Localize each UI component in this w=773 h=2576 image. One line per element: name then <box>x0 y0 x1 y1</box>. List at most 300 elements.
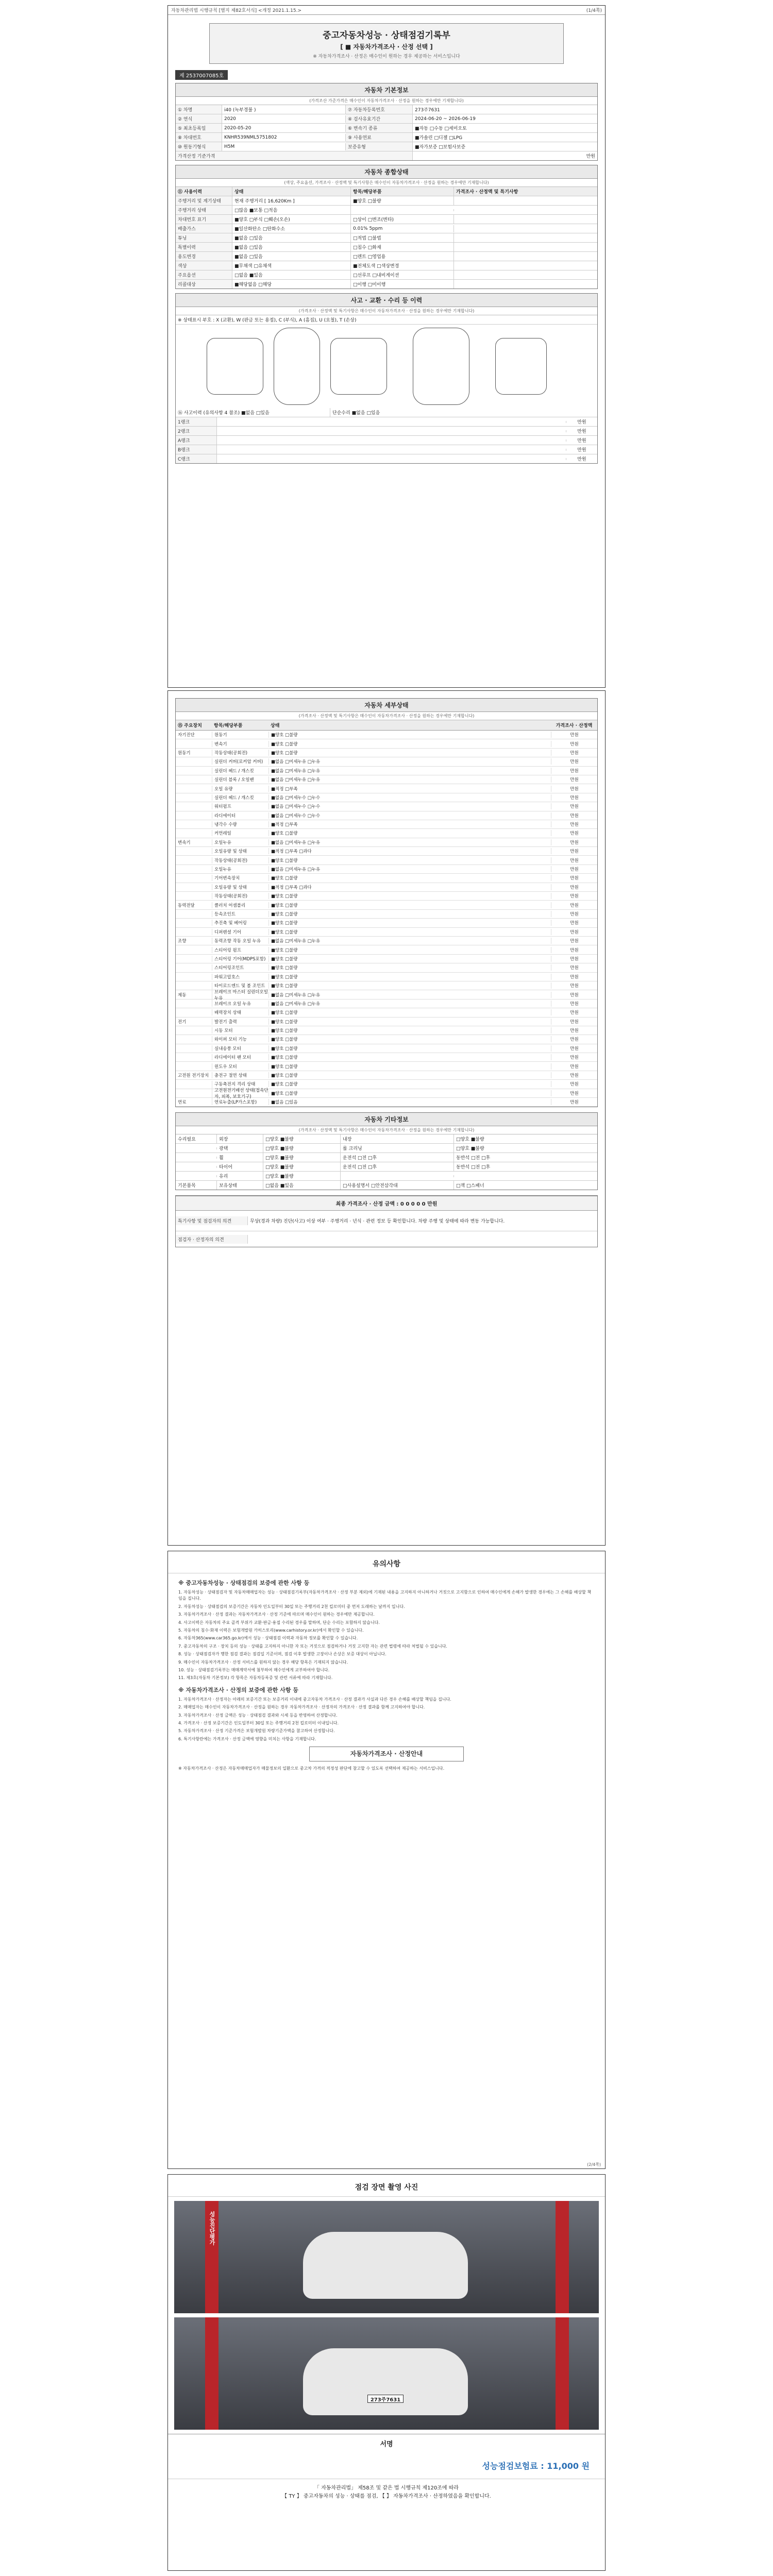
detail-price: 만원 <box>551 866 597 872</box>
page-header <box>168 6 605 15</box>
inspection-photo-front <box>174 2201 599 2313</box>
summary-row <box>176 270 597 280</box>
final-section <box>175 1195 598 1247</box>
other-cell <box>176 1147 217 1149</box>
detail-price: 만원 <box>551 848 597 854</box>
detail-part: 스티어링조인트 <box>212 964 268 971</box>
summary-price <box>454 218 597 221</box>
document-subtitle: [ ■ 자동차가격조사 · 산정 선택 ] <box>340 43 433 50</box>
detail-price: 만원 <box>551 1027 597 1033</box>
detail-row <box>176 767 597 775</box>
detail-row <box>176 1053 597 1062</box>
detail-row <box>176 820 597 829</box>
detail-part: 변속기 <box>212 741 268 747</box>
detail-price: 만원 <box>551 893 597 899</box>
detail-state: ■적정 □부족 <box>268 821 551 827</box>
detail-price: 만원 <box>551 964 597 971</box>
notice-item: 2. 매매업자는 매수인이 자동차가격조사 · 산정을 원하는 경우 자동차가격조사 · 산정자의 가격조사 · 산정 결과를 함께 고지하여야 합니다. <box>178 1705 425 1710</box>
other-cell: □없음 ■있음 <box>263 1181 341 1190</box>
summary-price <box>454 237 597 239</box>
summary-detail: □렌트 □영업용 <box>351 252 454 261</box>
other-cell: □사용설명서 □안전삼각대 <box>341 1181 454 1190</box>
closing-statement: 「 자동차관리법」 제58조 및 같은 법 시행규칙 제120조에 따라 【 TY 】 중고자동차의 성능 · 상태를 점검, 【 】 자동차가격조사 · 산정하였음을 확인합니다. <box>282 2485 491 2499</box>
detail-state: ■없음 □미세누유 □누유 <box>268 938 551 944</box>
notice-title: 유의사항 <box>168 1551 605 1573</box>
detail-state: ■양호 □불량 <box>268 1063 551 1070</box>
detail-part: 발전기 출력 <box>212 1019 268 1025</box>
notice-item: 4. 가격조사 · 산정 보증기간은 인도일부터 30일 또는 주행거리 2천 킬로미터 이내입니다. <box>178 1720 339 1725</box>
summary-state: ■없음 □있음 <box>232 252 351 261</box>
detail-part: 클러치 어셈블리 <box>212 902 268 908</box>
car-side-view-right <box>330 338 387 395</box>
summary-price <box>454 256 597 258</box>
detail-device: 고전원 전기장치 <box>178 1073 209 1079</box>
detail-state: ■양호 □불량 <box>268 1009 551 1015</box>
grade-row: 2랭크 만원 <box>176 427 597 436</box>
detail-state: ■없음 □미세누유 □누유 <box>268 992 551 998</box>
detail-price: 만원 <box>551 974 597 980</box>
detail-row <box>176 1062 597 1071</box>
detail-state: ■양호 □불량 <box>268 929 551 935</box>
detail-state: ■적정 □부족 <box>268 786 551 792</box>
summary-row <box>176 224 597 233</box>
notice-item: 11. 제3호(자동차 기본정보) 각 항목은 자동차등록증 및 관련 서류에 따라 기재합니다. <box>178 1675 333 1681</box>
detail-price: 만원 <box>551 786 597 792</box>
summary-item: 주행거리 상태 <box>176 206 232 214</box>
detail-part: 디퍼렌셜 기어 <box>212 929 268 935</box>
photo-title: 점검 장면 촬영 사진 <box>168 2175 605 2197</box>
summary-state: □많음 ■보통 □적음 <box>232 206 351 214</box>
detail-price: 만원 <box>551 875 597 881</box>
summary-row <box>176 252 597 261</box>
detail-row <box>176 731 597 739</box>
detail-price: 만원 <box>551 857 597 863</box>
other-cell: 동반석 □전 □후 <box>456 1156 491 1161</box>
notice-item: 1. 자동차성능 · 상태점검자 및 자동차매매업자는 성능 · 상태점검기록부(자동차가격조사 · 산정 부분 제외)에 기재된 내용을 고지하지 아니하거나 거짓으로 고지함으로 인하여 매수인에게 손해가 발생한 경우에는 그 손해를 배상할 책임을 집니다. <box>178 1590 592 1601</box>
detail-price: 만원 <box>551 794 597 801</box>
detail-price: 만원 <box>551 1054 597 1060</box>
detail-section <box>175 698 598 1107</box>
detail-price: 만원 <box>551 982 597 989</box>
grade-row: B랭크 만원 <box>176 445 597 454</box>
other-rows <box>176 1134 597 1190</box>
detail-device: 전기 <box>178 1019 187 1025</box>
other-cell: 내장 <box>341 1134 454 1143</box>
lift-post-right <box>556 2201 569 2313</box>
detail-price: 만원 <box>551 929 597 935</box>
detail-price: 만원 <box>551 1001 597 1007</box>
detail-state: ■양호 □불량 <box>268 857 551 863</box>
notice-item: 3. 자동차가격조사 · 산정 결과는 자동차가격조사 · 산정 기준에 따르며 매수인이 원하는 경우에만 제공합니다. <box>178 1612 375 1617</box>
other-cell: 유리 <box>217 1172 263 1180</box>
summary-title: 자동차 종합상태 <box>176 165 597 179</box>
basic-info-section <box>175 83 598 161</box>
notice-item: 3. 자동차가격조사 · 산정 금액은 성능 · 상태점검 결과와 시세 등을 반영하여 산정합니다. <box>178 1713 338 1718</box>
detail-row <box>176 1026 597 1035</box>
other-cell: □양호 ■불량 <box>263 1153 341 1162</box>
final-amount: 0 0 0 0 0 만원 <box>400 1201 438 1208</box>
detail-price: 만원 <box>551 992 597 998</box>
detail-row <box>176 919 597 927</box>
detail-price: 만원 <box>551 1099 597 1105</box>
summary-rows <box>176 196 597 289</box>
detail-device: 원동기 <box>178 750 191 756</box>
accident-title: 사고 · 교환 · 수리 등 이력 <box>176 294 597 307</box>
detail-state: ■양호 □불량 <box>268 1081 551 1087</box>
detail-state: ■없음 □미세누수 □누수 <box>268 812 551 819</box>
notice-item: 2. 자동차성능 · 상태점검의 보증기간은 자동차 인도일부터 30일 또는 주행거리 2천 킬로미터 중 먼저 도래하는 날까지 입니다. <box>178 1604 405 1609</box>
detail-part: 실린더 헤드 / 개스킷 <box>212 794 268 801</box>
summary-item: 용도변경 <box>176 252 232 261</box>
notice-item: 10. 성능 · 상태점검기록부는 매매계약서에 첨부하여 매수인에게 교부하여야 합니다. <box>178 1667 330 1672</box>
detail-price: 만원 <box>551 776 597 783</box>
basic-row: ⑧ 차대번호 KNHR539NML5751802 ⑨ 사용연료 ■가솔린 □디젤 □LPG <box>176 133 597 142</box>
other-cell: □양호 ■불량 <box>263 1134 341 1143</box>
detail-device: 동력전달 <box>178 903 195 908</box>
detail-part: 라디에이터 팬 모터 <box>212 1054 268 1060</box>
detail-part: 오일누유 <box>212 866 268 872</box>
detail-part: 커먼레일 <box>212 830 268 836</box>
detail-state: ■양호 □불량 <box>268 1072 551 1078</box>
other-cell: 광택 <box>217 1144 263 1153</box>
opinion-row: 특기사항 및 점검자의 의견 무상(경과 차량) 진단(사고) 이상 여부 · 주행거리 · 년식 · 관련 정보 등 확인합니다. 차량 주행 및 상태에 따라 변동 가능합니다. <box>176 1211 597 1231</box>
summary-row <box>176 215 597 224</box>
other-cell: □잭 □스패너 <box>456 1183 484 1189</box>
detail-row <box>176 847 597 856</box>
detail-state: ■없음 □미세누유 □누유 <box>268 776 551 783</box>
detail-sub: (가격조사 · 산정액 및 특기사항은 매수인이 자동차가격조사 · 산정을 원하는 경우에만 기재합니다) <box>176 712 597 720</box>
summary-state: ■무채색 □유채색 <box>232 261 351 270</box>
detail-row <box>176 937 597 945</box>
detail-price: 만원 <box>551 920 597 926</box>
accident-legend: ※ 상태표시 부호 : X (교환), W (판금 또는 용접), C (부식), A (흠집), U (요철), T (손상) <box>176 315 597 325</box>
summary-item: 배출가스 <box>176 224 232 233</box>
detail-state: ■없음 □미세누수 □누수 <box>268 794 551 801</box>
grade-row: 1랭크 만원 <box>176 417 597 427</box>
detail-price: 만원 <box>551 768 597 774</box>
detail-title: 자동차 세부상태 <box>176 699 597 712</box>
detail-state: ■양호 □불량 <box>268 974 551 980</box>
other-cell <box>454 1175 597 1177</box>
other-title: 자동차 기타정보 <box>176 1113 597 1126</box>
other-section <box>175 1112 598 1190</box>
other-cell <box>176 1166 217 1168</box>
summary-row <box>176 243 597 252</box>
other-cell: 보유상태 <box>217 1181 263 1190</box>
detail-row <box>176 928 597 937</box>
notice-list-1 <box>178 1589 595 1682</box>
detail-part: 등속조인트 <box>212 911 268 917</box>
other-row <box>176 1144 597 1153</box>
page-number: (1/4쪽) <box>586 8 602 13</box>
detail-price: 만원 <box>551 911 597 917</box>
detail-row <box>176 784 597 793</box>
summary-state: □없음 ■있음 <box>232 270 351 279</box>
car-frame-view <box>413 328 469 405</box>
detail-part: 작동상태(공회전) <box>212 750 268 756</box>
detail-price: 만원 <box>551 1063 597 1070</box>
basic-row: ① 차명 i40 (녹부경불 ) ⑦ 자동차등록번호 273주7631 <box>176 105 597 114</box>
detail-state: ■양호 □불량 <box>268 1027 551 1033</box>
price-row: 가격산정 기준가격 만원 <box>176 151 597 160</box>
appraisal-guide-text: ※ 자동차가격조사 · 산정은 자동차매매업자가 매물정보의 일환으로 중고차 가격의 적정성 판단에 참고할 수 있도록 선택하여 제공하는 서비스입니다. <box>178 1766 445 1771</box>
detail-part: 실내송풍 모터 <box>212 1045 268 1052</box>
other-cell: □양호 ■불량 <box>263 1144 341 1153</box>
summary-detail <box>351 209 454 211</box>
other-row <box>176 1153 597 1162</box>
summary-price <box>454 265 597 267</box>
detail-row <box>176 892 597 901</box>
other-cell: 타이어 <box>217 1162 263 1171</box>
notice-body <box>178 1579 595 1772</box>
summary-price <box>454 246 597 248</box>
license-plate: 273주7631 <box>367 2395 404 2403</box>
grade-row: C랭크 만원 <box>176 454 597 463</box>
lift-post-left: 성능진단평가 <box>205 2201 219 2313</box>
detail-row <box>176 739 597 748</box>
detail-part: 오일 유량 <box>212 786 268 792</box>
detail-part: 작동상태(공회전) <box>212 893 268 899</box>
detail-device: 조향 <box>178 939 187 944</box>
page-1 <box>167 5 606 688</box>
detail-row <box>176 838 597 847</box>
detail-state: ■양호 □불량 <box>268 875 551 881</box>
detail-part: 브레이크 오일 누유 <box>212 1001 268 1007</box>
notice-item: 7. 중고자동차의 구조 · 장치 등의 성능 · 상태를 고지하지 아니한 자 또는 거짓으로 점검하거나 거짓 고지한 자는 관련 법령에 따라 처벌될 수 있습니다. <box>178 1643 447 1649</box>
summary-section <box>175 165 598 289</box>
other-row <box>176 1134 597 1144</box>
summary-sub: (색상, 주요옵션, 가격조사 · 산정액 및 특기사항은 매수인이 자동차가격조사 · 산정을 원하는 경우에만 기재합니다) <box>176 179 597 187</box>
other-row <box>176 1162 597 1172</box>
detail-row <box>176 749 597 757</box>
detail-state: ■양호 □불량 <box>268 902 551 908</box>
notice-item: 5. 자동차가격조사 · 산정 기준가격은 보험개발원 차량기준가액을 참고하여 산정합니다. <box>178 1728 335 1734</box>
detail-price: 만원 <box>551 956 597 962</box>
detail-part: 스티어링 기어(MDPS포함) <box>212 956 268 962</box>
other-cell <box>176 1157 217 1159</box>
summary-state: ■해당없음 □해당 <box>232 280 351 289</box>
other-sub: (가격조사 · 산정액 및 특기사항은 매수인이 자동차가격조사 · 산정을 원하는 경우에만 기재합니다) <box>176 1126 597 1134</box>
lift-post-right <box>556 2317 569 2430</box>
summary-state: 현재 주행거리 [ 16,620Km ] <box>232 196 351 205</box>
basic-row: ② 연식 2020 ④ 검사유효기간 2024-06-20 ~ 2026-06-19 <box>176 114 597 124</box>
detail-part: 워터펌프 <box>212 803 268 809</box>
appraiser-row: 점검자 · 산정자의 의견 <box>176 1231 597 1247</box>
lift-post-left <box>205 2317 219 2430</box>
other-cell: 휠 <box>217 1153 263 1162</box>
summary-price <box>454 274 597 276</box>
summary-detail: ■양호 □불량 <box>351 196 454 205</box>
notice-item: 4. 사고이력은 자동차의 주요 골격 부위가 교환·판금·용접 수리된 경우를 말하며, 단순 수리는 포함하지 않습니다. <box>178 1620 380 1625</box>
detail-row <box>176 1018 597 1026</box>
detail-price: 만원 <box>551 1009 597 1015</box>
other-cell <box>341 1175 454 1177</box>
detail-part: 오일누유 <box>212 839 268 845</box>
summary-detail: □침수 □화재 <box>351 243 454 251</box>
detail-price: 만원 <box>551 1019 597 1025</box>
car-image <box>303 2348 468 2415</box>
detail-price: 만원 <box>551 732 597 738</box>
summary-item: 주요옵션 <box>176 270 232 279</box>
detail-part: 충전구 절연 상태 <box>212 1072 268 1078</box>
page-3 <box>167 1551 606 2169</box>
other-cell: 동반석 □전 □후 <box>456 1165 491 1171</box>
detail-row <box>176 973 597 981</box>
detail-row <box>176 1035 597 1044</box>
detail-part: 추진축 및 베어링 <box>212 920 268 926</box>
basic-row: ⑤ 최초등록일 2020-05-20 ⑥ 변속기 종류 ■자동 □수동 □세미오토 <box>176 124 597 133</box>
detail-part: 실린더 커버(로커암 커버) <box>212 758 268 765</box>
document-number: 제 2537007085호 <box>175 70 228 80</box>
detail-part: 오일유량 및 상태 <box>212 848 268 854</box>
summary-row <box>176 261 597 270</box>
summary-price <box>454 283 597 285</box>
detail-row <box>176 1098 597 1107</box>
other-cell <box>176 1175 217 1177</box>
detail-part: 오일유량 및 상태 <box>212 884 268 890</box>
summary-item: 특별이력 <box>176 243 232 251</box>
detail-row <box>176 1044 597 1053</box>
detail-row <box>176 955 597 963</box>
other-cell: 운전석 □전 □후 <box>341 1153 454 1162</box>
detail-price: 만원 <box>551 1036 597 1042</box>
basic-info-title: 자동차 기본정보 <box>176 83 597 97</box>
other-cell: 외장 <box>217 1134 263 1143</box>
other-cell: □양호 ■불량 <box>456 1146 484 1152</box>
summary-row <box>176 206 597 215</box>
summary-price <box>454 209 597 211</box>
other-cell: 룸 크리닝 <box>341 1144 454 1153</box>
notice-section-2: ※ 자동차가격조사 · 산정의 보증에 관한 사항 등 <box>178 1686 298 1693</box>
detail-row <box>176 793 597 802</box>
detail-price: 만원 <box>551 947 597 953</box>
detail-state: ■양호 □불량 <box>268 1019 551 1025</box>
summary-item: 주행거리 및 계기상태 <box>176 196 232 205</box>
summary-head: ⑪ 사용이력 상태 항목/해당부품 가격조사 · 산정액 및 특기사항 <box>176 187 597 196</box>
detail-state: ■없음 □미세누유 □누유 <box>268 1001 551 1007</box>
detail-part: 구동축전지 격리 상태 <box>212 1081 268 1087</box>
summary-price <box>454 228 597 230</box>
notice-section-1: ※ 중고자동차성능 · 상태점검의 보증에 관한 사항 등 <box>178 1580 310 1586</box>
detail-state: ■양호 □불량 <box>268 920 551 926</box>
notice-item: 6. 자동차365(www.car365.go.kr)에서 성능 · 상태점검 이력과 자동차 정보를 확인할 수 있습니다. <box>178 1636 358 1641</box>
detail-part: 시동 모터 <box>212 1027 268 1033</box>
summary-state: ■일산화탄소 □탄화수소 <box>232 224 351 233</box>
notice-item: 8. 성능 · 상태점검자가 행한 점검 결과는 점검일 기준이며, 점검 이후 발생한 고장이나 손상은 보증 대상이 아닙니다. <box>178 1652 386 1657</box>
summary-detail: □이행 □미이행 <box>351 280 454 289</box>
summary-state: ■없음 □있음 <box>232 243 351 251</box>
detail-state: ■양호 □불량 <box>268 982 551 989</box>
accident-history-row: ⑯ 사고이력 (유의사항 4 참조) ■없음 □있음 단순수리 ■없음 □있음 <box>176 408 597 417</box>
document-note: ※ 자동차가격조사 · 산정은 매수인이 원하는 경우 제공하는 서비스입니다 <box>313 54 460 59</box>
detail-head: ⑮ 주요장치 항목/해당부품 상태 가격조사 · 산정액 <box>176 720 597 731</box>
summary-row <box>176 196 597 206</box>
detail-price: 만원 <box>551 803 597 809</box>
detail-row <box>176 883 597 892</box>
other-cell: □양호 ■불량 <box>263 1172 341 1180</box>
detail-row <box>176 757 597 766</box>
detail-state: ■양호 □불량 <box>268 1045 551 1052</box>
summary-state: ■양호 □부식 □훼손(오손) <box>232 215 351 224</box>
detail-state: ■양호 □불량 <box>268 1054 551 1060</box>
detail-state: ■양호 □불량 <box>268 732 551 738</box>
detail-price: 만원 <box>551 839 597 845</box>
other-cell: □양호 ■불량 <box>263 1162 341 1171</box>
insurance-fee: 성능점검보험료 : 11,000 원 <box>168 2452 605 2479</box>
grade-row: A랭크 만원 <box>176 436 597 445</box>
detail-state: ■적정 □부족 □과다 <box>268 884 551 890</box>
detail-row <box>176 1071 597 1080</box>
detail-state: ■양호 □불량 <box>268 830 551 836</box>
detail-row <box>176 1008 597 1017</box>
final-title: 최종 가격조사 · 산정 금액 : 0 0 0 0 0 만원 <box>176 1196 597 1211</box>
detail-part: 윈도우 모터 <box>212 1063 268 1070</box>
detail-price: 만원 <box>551 821 597 827</box>
basic-row: ⑩ 원동기형식 H5M 보증유형 ■자가보증 □보험사보증 <box>176 142 597 151</box>
car-image <box>303 2232 468 2299</box>
title-box <box>209 23 564 64</box>
detail-row <box>176 910 597 919</box>
detail-state: ■양호 □불량 <box>268 1036 551 1042</box>
summary-detail: □상이 □변조(변타) <box>351 215 454 224</box>
detail-row <box>176 811 597 820</box>
summary-state: ■없음 □있음 <box>232 233 351 242</box>
page-3-number: (2/4쪽) <box>587 2162 601 2167</box>
notice-item: 6. 특기사항란에는 가격조사 · 산정 금액에 영향을 미치는 사항을 기재합니다. <box>178 1736 316 1741</box>
detail-price: 만원 <box>551 1045 597 1052</box>
detail-device: 자기진단 <box>178 733 195 738</box>
detail-part: 타이로드엔드 및 볼 조인트 <box>212 982 268 989</box>
page-2 <box>167 690 606 1546</box>
car-diagram <box>207 328 566 405</box>
summary-detail: ■전체도색 □색상변경 <box>351 261 454 270</box>
detail-state: ■적정 □부족 □과다 <box>268 848 551 854</box>
other-cell: 운전석 □전 □후 <box>341 1162 454 1171</box>
detail-row <box>176 874 597 883</box>
detail-row <box>176 802 597 811</box>
basic-info-sub: (가격조산 가준가격은 매수인이 자동차가격조사 · 산정을 원하는 경우에만 기재합니다) <box>176 97 597 105</box>
detail-row <box>176 865 597 874</box>
summary-item: 색상 <box>176 261 232 270</box>
detail-state: ■양호 □불량 <box>268 947 551 953</box>
detail-price: 만원 <box>551 830 597 836</box>
summary-detail: □선루프 □내비게이션 <box>351 270 454 279</box>
detail-state: ■없음 □미세누유 □누유 <box>268 758 551 765</box>
detail-row <box>176 963 597 972</box>
detail-device: 제동 <box>178 992 187 998</box>
detail-state: ■양호 □불량 <box>268 911 551 917</box>
accident-section <box>175 293 598 464</box>
document-title: 중고자동차성능 · 상태점검기록부 <box>323 30 450 41</box>
car-rear-view <box>495 338 547 395</box>
detail-state: ■양호 □불량 <box>268 956 551 962</box>
summary-detail: □적법 □불법 <box>351 233 454 242</box>
detail-row <box>176 999 597 1008</box>
detail-price: 만원 <box>551 902 597 908</box>
inspection-photo-rear <box>174 2317 599 2430</box>
page-4 <box>167 2174 606 2571</box>
summary-item: 차대번호 표기 <box>176 215 232 224</box>
summary-row <box>176 233 597 243</box>
detail-state: ■없음 □미세누유 □누유 <box>268 768 551 774</box>
other-row <box>176 1181 597 1190</box>
detail-state: ■없음 □있음 <box>268 1099 551 1105</box>
detail-part: 와이퍼 모터 기능 <box>212 1036 268 1042</box>
detail-device: 변속기 <box>178 840 191 845</box>
detail-state: ■없음 □미세누유 □누유 <box>268 839 551 845</box>
detail-price: 만원 <box>551 1081 597 1087</box>
detail-state: ■양호 □불량 <box>268 750 551 756</box>
